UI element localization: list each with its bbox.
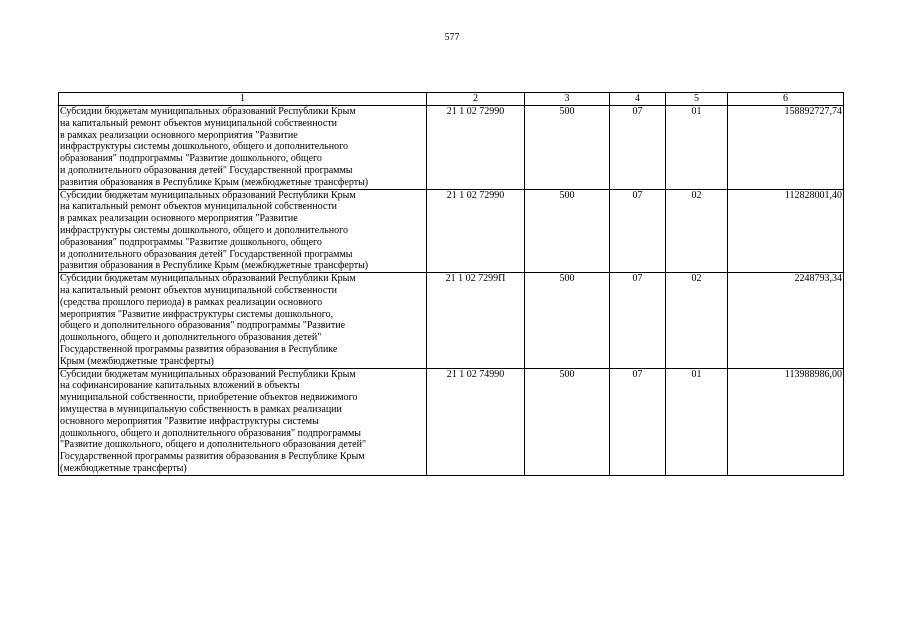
row-code-cell: 21 1 02 7299П [427,273,525,368]
header-col-4: 4 [610,93,666,106]
row-type-cell: 500 [525,273,610,368]
row-sum-cell: 158892727,74 [728,106,844,190]
table-row [59,189,844,273]
page-number: 577 [444,32,460,43]
row-sum-cell: 112828001,40 [728,189,844,273]
row-code-cell: 21 1 02 74990 [427,368,525,475]
row-type-cell: 500 [525,368,610,475]
header-col-5: 5 [666,93,728,106]
header-col-2: 2 [427,93,525,106]
header-col-1: 1 [59,93,427,106]
row-code-cell: 21 1 02 72990 [427,106,525,190]
row-name-cell: Субсидии бюджетам муниципальных образований Республики Крым на капитальный ремонт объектов муниципальной собственности в рамках реализации основного мероприятия "Развитие инфраструктуры системы дошкольного, общего и дополнительного образования" подпрограммы "Развитие дошкольного, общего и дополнительного образования детей" Государственной программы развития образования в Республике Крым (межбюджетные трансферты) [59,189,427,273]
row-type-cell: 500 [525,106,610,190]
row-subsection-cell: 02 [666,189,728,273]
table-row [59,106,844,190]
row-section-cell: 07 [610,189,666,273]
row-subsection-cell: 02 [666,273,728,368]
header-col-3: 3 [525,93,610,106]
row-subsection-cell: 01 [666,106,728,190]
row-type-cell: 500 [525,189,610,273]
row-name-cell: Субсидии бюджетам муниципальных образований Республики Крым на капитальный ремонт объектов муниципальной собственности в рамках реализации основного мероприятия "Развитие инфраструктуры системы дошкольного, общего и дополнительного образования" подпрограммы "Развитие дошкольного, общего и дополнительного образования детей" Государственной программы развития образования в Республике Крым (межбюджетные трансферты) [59,106,427,190]
budget-table [58,92,844,476]
row-section-cell: 07 [610,368,666,475]
table-row [59,273,844,368]
row-sum-cell: 2248793,34 [728,273,844,368]
table-header-row [59,93,844,106]
row-section-cell: 07 [610,106,666,190]
row-code-cell: 21 1 02 72990 [427,189,525,273]
row-sum-cell: 113988986,00 [728,368,844,475]
table-row [59,368,844,475]
row-section-cell: 07 [610,273,666,368]
row-name-cell: Субсидии бюджетам муниципальных образований Республики Крым на капитальный ремонт объектов муниципальной собственности (средства прошлого периода) в рамках реализации основного мероприятия "Развитие инфраструктуры системы дошкольного, общего и дополнительного образования" подпрограммы "Развитие дошкольного, общего и дополнительного образования детей" Государственной программы развития образования в Республике Крым (межбюджетные трансферты) [59,273,427,368]
row-name-cell: Субсидии бюджетам муниципальных образований Республики Крым на софинансирование капитальных вложений в объекты муниципальной собственности, приобретение объектов недвижимого имущества в муниципальную собственность в рамках реализации основного мероприятия "Развитие инфраструктуры системы дошкольного, общего и дополнительного образования" подпрограммы "Развитие дошкольного, общего и дополнительного образования детей" Государственной программы развития образования в Республике Крым (межбюджетные трансферты) [59,368,427,475]
header-col-6: 6 [728,93,844,106]
row-subsection-cell: 01 [666,368,728,475]
